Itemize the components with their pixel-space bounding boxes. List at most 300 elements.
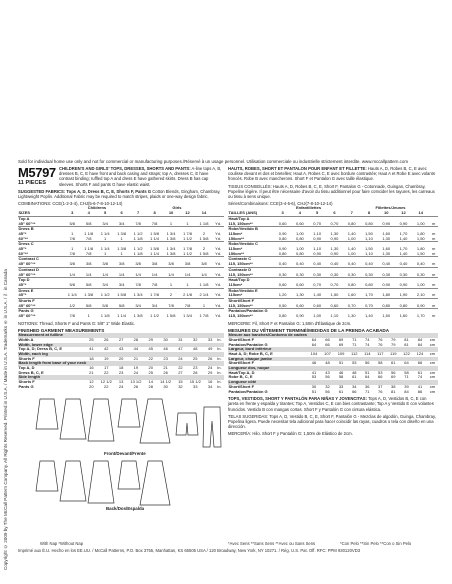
- row-label: Pantalon/Pantalón G: [228, 389, 268, 394]
- row-label: 45" 60"**: [18, 272, 36, 277]
- row-label: Robe/Vestido E: [228, 288, 274, 293]
- table-cell: In.: [217, 370, 222, 375]
- table-cell: 41: [417, 384, 423, 389]
- table-cell: 23: [193, 366, 198, 371]
- table-cell: 1: [71, 231, 74, 236]
- table-cell: 14 1/2: [160, 380, 172, 385]
- sketch-top-a-back: [36, 461, 58, 491]
- table-cell: 81: [404, 342, 409, 347]
- table-cell: 23: [118, 370, 124, 375]
- table-cell: 7/8: [85, 251, 92, 256]
- table-cell: 1/4: [118, 272, 125, 277]
- size-10: 10: [384, 211, 389, 216]
- french-fabrics: TISSUS CONSEILLÉS: Hauts A, D, Robes B, C, E, Short F, Pantalon G - Cotonnade, Guingan, Chambray, Popeline légère. Il peut être nécessaire d'avoir du tissu additionnel pour faire coïncider les rayures, les carreaux ou tissu à sens unique.: [228, 183, 435, 200]
- table-cell: 1 1/2: [133, 247, 143, 252]
- table-cell: 0,40: [382, 262, 391, 267]
- row-label: Pants G: [18, 309, 64, 314]
- row-label: Longueur dos, nuque: [228, 366, 307, 371]
- table-cell: 46: [163, 347, 168, 352]
- table-cell: 1,60: [347, 293, 356, 298]
- table-cell: 1 3/8: [84, 293, 94, 298]
- table-cell: 22: [104, 384, 109, 389]
- table-cell: 33: [207, 337, 213, 342]
- row-label: Contraste D: [228, 267, 274, 272]
- table-cell: 3/8: [69, 262, 76, 267]
- table-cell: 13: [118, 380, 124, 385]
- table-cell: 5/8: [85, 282, 92, 287]
- english-header: [18, 166, 224, 187]
- size-7: 7: [350, 211, 353, 216]
- back-label: Back/Dos/Espalda: [106, 505, 145, 511]
- table-cell: 0,80: [278, 236, 287, 241]
- table-cell: 17: [104, 366, 109, 371]
- table-cell: 1 5/8: [117, 293, 127, 298]
- table-cell: 0,30: [313, 272, 322, 277]
- table-cell: 48: [193, 347, 198, 352]
- table-cell: 0,90: [382, 282, 391, 287]
- table-cell: 0,80: [382, 303, 391, 308]
- table-cell: 16: [207, 380, 213, 385]
- table-cell: 76: [378, 337, 383, 342]
- table-cell: 2: [169, 293, 173, 298]
- table-cell: 30: [163, 337, 168, 342]
- table-cell: 1,70: [399, 247, 408, 252]
- table-cell: 3/8: [135, 262, 141, 267]
- table-cell: 1,40: [347, 231, 356, 236]
- row-label: Shorts F: [18, 299, 64, 304]
- row-label: Back length from base of your neck: [18, 361, 87, 366]
- row-label: Contraste C: [228, 257, 274, 262]
- table-cell: 56: [365, 361, 370, 366]
- sketch-dress-b-back: [60, 461, 86, 501]
- table-cell: 12: [89, 380, 94, 385]
- table-cell: 1/4: [168, 272, 174, 277]
- table-cell: 74: [417, 375, 423, 380]
- nap-flags-spanish: *Con Pelo **Sin Pelo **Con o Sin Pelo: [340, 541, 412, 546]
- row-label: Short/Short F: [228, 299, 274, 304]
- table-cell: 0,60: [330, 303, 339, 308]
- row-label: 45" 60"**: [18, 262, 36, 267]
- technical-sketches: [18, 393, 224, 513]
- table-cell: Yd.: [215, 221, 222, 226]
- table-cell: m: [432, 247, 436, 252]
- table-cell: 36: [365, 384, 370, 389]
- row-label: Haut A, D; Robe B, C, E: [228, 351, 273, 356]
- table-cell: 69: [338, 337, 344, 342]
- table-cell: 61: [338, 389, 344, 394]
- table-cell: 1: [120, 251, 123, 256]
- table-cell: 51: [365, 370, 370, 375]
- table-cell: 84: [417, 342, 423, 347]
- girls-group-label: Girls: [172, 206, 182, 211]
- table-cell: 0,70: [313, 282, 322, 287]
- table-cell: 1 5/8: [166, 314, 176, 319]
- table-cell: 61: [391, 361, 396, 366]
- row-label: 45" 60"**: [18, 221, 36, 226]
- row-label: Shorts F: [18, 380, 35, 385]
- table-cell: 1 1/8: [133, 251, 143, 256]
- table-cell: 0,60: [278, 282, 287, 287]
- copyright-sidebar: Copyright © 2009 by The McCall Pattern Company. All Rights Reserved. Printed in U.S.A. / Made in U.S.A. Trademarks ® in U.S.A. / ™ in Canada: [3, 269, 8, 570]
- row-label: Largeur, bord inférieur: [228, 347, 307, 352]
- table-cell: 3/8: [168, 262, 174, 267]
- table-cell: 1 3/8: [117, 231, 127, 236]
- table-cell: 44: [133, 347, 139, 352]
- table-cell: 13 1/2: [130, 380, 142, 385]
- table-cell: 71: [352, 337, 357, 342]
- table-cell: 0,90: [313, 236, 322, 241]
- table-cell: 124: [416, 351, 424, 356]
- table-row: [228, 390, 438, 395]
- table-cell: 0,30: [399, 272, 408, 277]
- table-cell: 1 3/8: [166, 236, 176, 241]
- table-cell: 53: [311, 375, 317, 380]
- table-cell: 1,50: [365, 231, 373, 236]
- row-label: 45" 60"**: [18, 303, 36, 308]
- table-cell: 0,50: [278, 303, 287, 308]
- row-label: Dress B, C, E: [18, 370, 44, 375]
- table-cell: 28: [193, 370, 198, 375]
- table-cell: 1,10: [365, 251, 373, 256]
- table-cell: 20: [148, 366, 153, 371]
- row-label: Contrast C: [18, 257, 64, 262]
- table-cell: m: [432, 282, 436, 287]
- table-cell: 7/8: [135, 282, 141, 287]
- table-cell: 1 7/8: [150, 293, 160, 298]
- sketch-pants-g-front: [203, 407, 221, 447]
- french-description: [228, 166, 438, 182]
- table-cell: Yd.: [215, 282, 222, 287]
- table-cell: 1 1/2: [100, 293, 110, 298]
- table-cell: 2: [202, 247, 206, 252]
- table-cell: 119: [390, 351, 397, 356]
- row-label: Pantalon/Pantalón G: [228, 342, 268, 347]
- table-cell: Yd.: [215, 236, 222, 241]
- table-cell: 0,40: [296, 262, 304, 267]
- suggested-title: SUGGESTED FABRICS: Tops A, D, Dress B, C, E, Shorts F, Pants G: [18, 188, 152, 194]
- table-cell: 0,80: [296, 236, 304, 241]
- finished-measurements-table-english: [18, 333, 224, 389]
- table-cell: 2 1/4: [199, 293, 209, 298]
- table-cell: 0,90: [399, 221, 408, 226]
- table-cell: Yd.: [215, 231, 222, 236]
- table-cell: 1,50: [330, 293, 339, 298]
- table-cell: cm: [429, 361, 436, 366]
- table-cell: 1 5/8: [150, 247, 160, 252]
- table-cell: 2 1/8: [183, 293, 192, 298]
- table-cell: 1: [71, 247, 74, 252]
- table-cell: 0,90: [382, 221, 391, 226]
- table-cell: 79: [391, 337, 396, 342]
- suggested-text: Cotton Blends, Gingham, Chambray, Lightweight Poplin. Additional Fabric may be required to match stripes, plaids or one-way design fabric.: [18, 188, 221, 200]
- table-cell: 18: [118, 366, 124, 371]
- table-cell: 1 3/4: [166, 247, 176, 252]
- table-cell: 61: [352, 375, 357, 380]
- table-cell: 1,40: [347, 247, 356, 252]
- table-cell: 1,50: [365, 247, 373, 252]
- table-cell: 84: [404, 389, 409, 394]
- table-cell: 1 1/8: [100, 314, 110, 319]
- table-cell: 1,00: [347, 236, 356, 241]
- table-cell: 1/4: [69, 272, 76, 277]
- table-cell: 1 1/2: [150, 314, 160, 319]
- table-cell: 58: [404, 370, 409, 375]
- table-cell: 81: [404, 337, 409, 342]
- printing-footer: Imprimé aux É.U. Hecho en los EE.UU. / McCall Patterns, P.O. Box 3755, Manhattan, KS 66505 USA / 120 Broadway, New York, NY 10271. / Rég. U.S. Pat. Off. RFC: PPM 930120VD3: [18, 548, 361, 553]
- table-cell: 1/4: [184, 272, 191, 277]
- table-cell: 1 3/4: [183, 314, 192, 319]
- children-group-label: Childrens: [87, 206, 107, 211]
- table-cell: 1/2: [69, 303, 76, 308]
- table-cell: 32: [325, 384, 330, 389]
- row-label: 115, 150cm**: [228, 303, 253, 308]
- row-label: Shorts F: [18, 356, 35, 361]
- table-cell: 46: [311, 361, 317, 366]
- table-cell: cm: [429, 337, 436, 342]
- table-cell: 27: [118, 337, 124, 342]
- table-cell: 1,30: [382, 251, 391, 256]
- table-cell: 43: [325, 370, 330, 375]
- table-cell: 1,30: [347, 314, 356, 319]
- notions: NOTIONS: Thread, Shorts F and Pants G: 5/8" 1" Wide Elastic.: [18, 320, 136, 326]
- table-cell: 56: [325, 389, 330, 394]
- table-cell: 2: [202, 231, 206, 236]
- table-row: [18, 385, 224, 390]
- table-cell: 1,90: [399, 293, 408, 298]
- table-cell: cm: [429, 342, 436, 347]
- table-cell: 0,80: [347, 282, 356, 287]
- table-cell: 22: [178, 366, 183, 371]
- table-cell: 107: [324, 351, 331, 356]
- table-cell: 64: [311, 337, 317, 342]
- pattern-number: M5797: [18, 165, 56, 180]
- table-cell: 1/4: [151, 272, 158, 277]
- table-cell: 1 3/8: [117, 247, 127, 252]
- size-6: 6: [120, 211, 123, 216]
- table-cell: 1 1/8: [133, 236, 143, 241]
- finished-measurements-table-french: [228, 333, 438, 394]
- table-cell: 38: [391, 384, 396, 389]
- table-cell: 24: [118, 384, 124, 389]
- french-desc-text: Hauts A, D, Robes B, C, E avec coulisse devant et dos et bretelles; Haut A, Robes C, E avec bordure contrastée; Haut A et Robe E avec volants froncés. Robe B avec mancherons. Short F et Pantalon G avec taille élastique.: [228, 166, 435, 182]
- girls-group-label-fr: Fillettes/Jeunes: [375, 206, 406, 211]
- sketch-shorts-f-front: [176, 413, 198, 435]
- table-cell: 0,90: [278, 247, 287, 252]
- table-cell: 37: [378, 384, 383, 389]
- table-cell: 1 1/4: [100, 247, 110, 252]
- table-cell: 64: [311, 342, 317, 347]
- table-cell: 1 1/4: [150, 236, 160, 241]
- table-cell: 20: [89, 384, 94, 389]
- table-cell: 25: [89, 337, 94, 342]
- table-cell: 31: [178, 337, 183, 342]
- table-cell: 1,30: [330, 231, 339, 236]
- table-cell: 26: [207, 356, 213, 361]
- table-cell: In.: [217, 384, 222, 389]
- table-cell: 32: [193, 337, 198, 342]
- table-cell: 1,50: [416, 251, 425, 256]
- sketch-dress-e-back: [140, 461, 170, 505]
- table-cell: 74: [365, 337, 370, 342]
- table-cell: 0,70: [313, 221, 322, 226]
- table-cell: 0,90: [296, 314, 304, 319]
- sketch-top-a-front: [36, 399, 58, 429]
- table-cell: 66: [352, 389, 357, 394]
- sketch-dress-e-front: [140, 399, 170, 443]
- table-cell: 3/8: [102, 262, 108, 267]
- table-cell: Yd.: [215, 303, 222, 308]
- table-cell: 27: [178, 370, 183, 375]
- table-cell: 1,30: [296, 293, 304, 298]
- table-cell: 1/4: [102, 272, 108, 277]
- table-cell: 19: [133, 366, 139, 371]
- table-cell: 0,90: [330, 236, 339, 241]
- row-label: Robe/Vestido C: [228, 242, 274, 247]
- table-cell: 5/8: [102, 303, 108, 308]
- table-cell: 1 1/2: [183, 251, 192, 256]
- table-cell: 1,80: [416, 231, 425, 236]
- table-cell: 1 1/4: [100, 231, 110, 236]
- table-cell: 45: [148, 347, 153, 352]
- row-label: 45"*: [18, 282, 27, 287]
- table-cell: 69: [338, 342, 344, 347]
- table-cell: 0,40: [399, 262, 408, 267]
- table-cell: 22: [148, 356, 153, 361]
- table-cell: 109: [337, 351, 345, 356]
- table-cell: 24: [178, 356, 183, 361]
- table-cell: 5/8: [118, 303, 125, 308]
- table-cell: 1 1/4: [150, 251, 160, 256]
- table-cell: 0,80: [296, 251, 304, 256]
- table-cell: 7/8: [151, 282, 158, 287]
- row-label: 60"**: [18, 236, 28, 241]
- size-8: 8: [367, 211, 371, 216]
- table-cell: 1/4: [135, 272, 141, 277]
- row-label: Width, each leg: [18, 352, 87, 357]
- table-cell: 1 1/2: [183, 236, 192, 241]
- size-14: 14: [201, 211, 207, 216]
- size-4: 4: [298, 211, 302, 216]
- table-cell: 1 3/4: [133, 293, 143, 298]
- table-cell: 1/4: [85, 272, 92, 277]
- table-cell: 0,60: [296, 282, 304, 287]
- table-cell: 76: [378, 342, 383, 347]
- table-cell: 1,30: [382, 236, 391, 241]
- table-cell: 32: [178, 384, 183, 389]
- table-cell: 0,30: [278, 272, 287, 277]
- table-cell: 51: [338, 361, 344, 366]
- table-cell: 51: [311, 389, 317, 394]
- table-cell: 0,90: [399, 282, 408, 287]
- table-cell: 1/4: [201, 272, 207, 277]
- table-cell: 1: [120, 236, 123, 241]
- row-label: Width A: [18, 337, 34, 342]
- table-cell: 7/8: [151, 221, 158, 226]
- table-cell: 1,80: [382, 293, 391, 298]
- english-desc-text: A-line tops A, B, dresses B, C, E have front and back casing and straps; top A, dresses C, E have contrast binding; ruffled top A and dress E have gathered skirts. Dress B has cap sleeves. Shorts F and pants G have elastic waist.: [59, 166, 222, 187]
- table-cell: 1: [169, 221, 173, 226]
- table-cell: 3/4: [118, 282, 125, 287]
- table-cell: 7/8: [69, 251, 76, 256]
- table-cell: 66: [325, 342, 330, 347]
- table-cell: 69: [391, 375, 396, 380]
- combinations: COMBINATIONS: CCE(1-2-3-4), CHJ(5-6-7-8-10-12-14): [18, 201, 123, 207]
- row-label: Top D: [18, 278, 64, 283]
- table-cell: 20: [118, 356, 124, 361]
- table-cell: 48: [352, 370, 357, 375]
- table-cell: 48: [325, 361, 330, 366]
- row-label: 115cm*: [228, 282, 243, 287]
- row-label: 150cm**: [228, 236, 245, 241]
- table-cell: m: [432, 293, 436, 298]
- table-cell: 1,60: [382, 247, 391, 252]
- table-cell: 43: [118, 347, 124, 352]
- table-cell: 64: [365, 375, 370, 380]
- row-label: Short/Short F: [228, 384, 255, 389]
- yardage-table-french: [228, 206, 438, 318]
- table-cell: 1: [104, 251, 107, 256]
- table-cell: 1,00: [313, 314, 322, 319]
- table-cell: 56: [391, 370, 396, 375]
- table-cell: 1 1/8: [199, 221, 209, 226]
- table-cell: 1,40: [399, 251, 408, 256]
- table-cell: 15 1/2: [189, 380, 201, 385]
- table-cell: 81: [391, 389, 396, 394]
- table-cell: 1,40: [313, 293, 322, 298]
- table-cell: 1,60: [382, 231, 391, 236]
- table-cell: 1,70: [399, 231, 408, 236]
- table-cell: 49: [207, 347, 213, 352]
- table-cell: 0,60: [313, 303, 322, 308]
- table-cell: 76: [378, 389, 383, 394]
- finished-measurements-title-fr: MESURES DU VÊTEMENT TERMINÉ/MEDIDAS DE LA PRENDA ACABADA: [228, 328, 390, 334]
- table-cell: 25: [193, 356, 198, 361]
- table-cell: Yd.: [215, 247, 222, 252]
- table-cell: 7/8: [69, 236, 76, 241]
- table-cell: cm: [429, 351, 436, 356]
- row-label: Measurement at fullline: [18, 333, 87, 338]
- table-cell: 12 1/2: [100, 380, 112, 385]
- table-cell: 56: [325, 375, 330, 380]
- table-cell: 29: [207, 370, 213, 375]
- table-cell: 47: [178, 347, 183, 352]
- finished-measurements-title: FINISHED GARMENT MEASUREMENTS: [18, 328, 105, 334]
- table-cell: 5/8: [69, 221, 76, 226]
- table-cell: m: [432, 251, 436, 256]
- table-cell: 1,10: [365, 236, 373, 241]
- spanish-desc-text: Tops A, D, Vestidos B, C, E con jareta en frente y espalda y tirantes; Top A, Vestidos C, E con bies contrastante; Top A y Vestido E con volantes fruncidos. Vestido B con mangas cortas. Short F y Pantalón G con cintura elástica.: [228, 396, 434, 412]
- table-cell: 1,50: [382, 314, 391, 319]
- sketch-dress-b-front: [60, 399, 86, 439]
- table-cell: 0,40: [278, 262, 287, 267]
- row-label: 115, 150cm**: [228, 221, 253, 226]
- table-cell: m: [432, 221, 436, 226]
- row-label: 115cm*: [228, 231, 243, 236]
- suggested-fabrics: [18, 189, 224, 199]
- table-cell: 22: [104, 370, 109, 375]
- size-12: 12: [185, 211, 190, 216]
- table-cell: 53: [378, 370, 383, 375]
- table-cell: 3/8: [118, 262, 125, 267]
- table-cell: 86: [417, 389, 423, 394]
- table-cell: cm: [429, 389, 436, 394]
- table-cell: 5/8: [85, 303, 92, 308]
- table-cell: 30: [311, 384, 317, 389]
- table-cell: 1: [186, 282, 189, 287]
- size-14: 14: [418, 211, 423, 216]
- table-cell: 19: [104, 356, 109, 361]
- table-cell: 0,80: [347, 221, 356, 226]
